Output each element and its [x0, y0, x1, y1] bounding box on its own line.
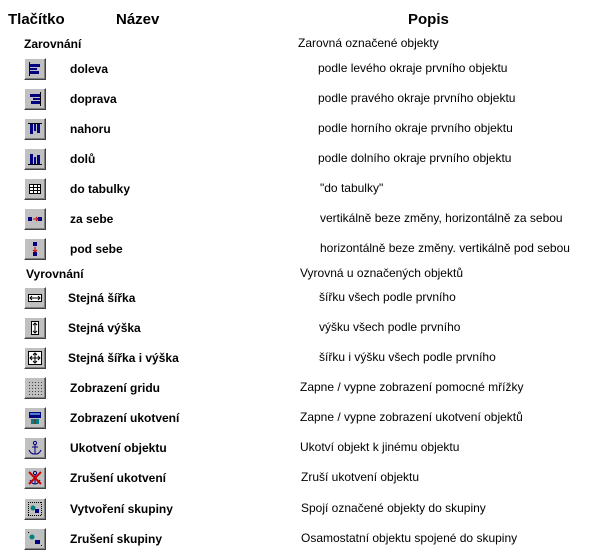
row-name: pod sebe — [70, 242, 123, 256]
show-anchors-icon — [27, 410, 43, 426]
table-row-stejna-vyska — [0, 317, 607, 343]
row-name: do tabulky — [70, 182, 131, 196]
zruseni-skupiny-button[interactable] — [24, 528, 46, 550]
align-bottom-icon — [27, 151, 43, 167]
row-description: vertikálně beze změny, horizontálně za sebou — [320, 211, 563, 225]
row-name: Stejná šířka — [68, 291, 136, 305]
table-row-do-tabulky — [0, 178, 607, 204]
group-icon — [27, 501, 43, 517]
align-right-icon — [27, 91, 43, 107]
row-description: podle levého okraje prvního objektu — [318, 61, 508, 75]
row-description: Zapne / vypne zobrazení ukotvení objektů — [300, 410, 523, 424]
row-name: dolů — [70, 152, 96, 166]
row-description: Zapne / vypne zobrazení pomocné mřížky — [300, 380, 524, 394]
stack-vertical-icon — [27, 241, 43, 257]
row-description: podle horního okraje prvního objektu — [318, 121, 513, 135]
table-row-doprava — [0, 88, 607, 114]
row-name: Zrušení skupiny — [70, 532, 163, 546]
row-description: Osamostatní objektu spojené do skupiny — [301, 531, 518, 545]
table-row-vytvoreni-skupiny — [0, 498, 607, 524]
vytvoreni-skupiny-button[interactable] — [24, 498, 46, 520]
row-description: horizontálně beze změny. vertikálně pod sebou — [320, 241, 570, 255]
align-to-grid-icon — [27, 181, 43, 197]
stejna-sirka-button[interactable] — [24, 287, 46, 309]
table-row-nahoru — [0, 118, 607, 144]
table-row-zobrazeni-gridu — [0, 377, 607, 403]
row-name: Ukotvení objektu — [70, 441, 167, 455]
row-description: Zruší ukotvení objektu — [301, 470, 420, 484]
table-row-zobrazeni-ukotveni — [0, 407, 607, 433]
row-description: šířku i výšku všech podle prvního — [319, 350, 496, 364]
table-row-stejna-sirka — [0, 287, 607, 313]
row-name: Stejná výška — [68, 321, 141, 335]
header-button: Tlačítko — [8, 11, 65, 28]
table-row-ukotveni-objektu — [0, 437, 607, 463]
stejna-vyska-button[interactable] — [24, 317, 46, 339]
remove-anchor-icon — [27, 470, 43, 486]
row-name: Vytvoření skupiny — [70, 502, 173, 516]
table-row-pod-sebe — [0, 238, 607, 264]
table-row-dolu — [0, 148, 607, 174]
grid-dots-icon — [27, 380, 43, 396]
same-width-icon — [27, 290, 43, 306]
zobrazeni-ukotveni-button[interactable] — [24, 407, 46, 429]
table-row-stejna-sirka-i-vyska — [0, 347, 607, 373]
table-row-za-sebe — [0, 208, 607, 234]
ukotveni-objektu-button[interactable] — [24, 437, 46, 459]
row-name: Stejná šířka i výška — [68, 351, 179, 365]
zobrazeni-gridu-button[interactable] — [24, 377, 46, 399]
row-description: šířku všech podle prvního — [319, 290, 456, 304]
stejna-sirka-i-vyska-button[interactable] — [24, 347, 46, 369]
header-name: Název — [116, 11, 160, 28]
same-height-icon — [27, 320, 43, 336]
header-description: Popis — [408, 11, 449, 28]
row-name: doprava — [70, 92, 117, 106]
row-description: podle dolního okraje prvního objektu — [318, 151, 512, 165]
section-title-vyrovnani: Vyrovnání — [26, 267, 84, 281]
dolu-button[interactable] — [24, 148, 46, 170]
row-description: "do tabulky" — [320, 181, 384, 195]
row-name: Zrušení ukotvení — [70, 471, 167, 485]
doprava-button[interactable] — [24, 88, 46, 110]
row-description: výšku všech podle prvního — [319, 320, 461, 334]
row-description: Spojí označené objekty do skupiny — [301, 501, 486, 515]
pod-sebe-button[interactable] — [24, 238, 46, 260]
anchor-icon — [27, 440, 43, 456]
section-description-vyrovnani: Vyrovná u označených objektů — [300, 266, 463, 280]
row-name: Zobrazení gridu — [70, 381, 160, 395]
row-description: podle pravého okraje prvního objektu — [318, 91, 516, 105]
align-top-icon — [27, 121, 43, 137]
nahoru-button[interactable] — [24, 118, 46, 140]
table-row-doleva — [0, 58, 607, 84]
row-name: nahoru — [70, 122, 111, 136]
section-description-zarovnani: Zarovná označené objekty — [298, 36, 439, 50]
same-size-icon — [27, 350, 43, 366]
za-sebe-button[interactable] — [24, 208, 46, 230]
table-row-zruseni-ukotveni — [0, 467, 607, 493]
side-by-side-icon — [27, 211, 43, 227]
section-title-zarovnani: Zarovnání — [24, 37, 82, 51]
row-name: doleva — [70, 62, 109, 76]
ungroup-icon — [27, 531, 43, 547]
zruseni-ukotveni-button[interactable] — [24, 467, 46, 489]
do-tabulky-button[interactable] — [24, 178, 46, 200]
row-description: Ukotví objekt k jinému objektu — [300, 440, 460, 454]
row-name: Zobrazení ukotvení — [70, 411, 180, 425]
align-left-icon — [27, 61, 43, 77]
table-row-zruseni-skupiny — [0, 528, 607, 554]
row-name: za sebe — [70, 212, 114, 226]
doleva-button[interactable] — [24, 58, 46, 80]
